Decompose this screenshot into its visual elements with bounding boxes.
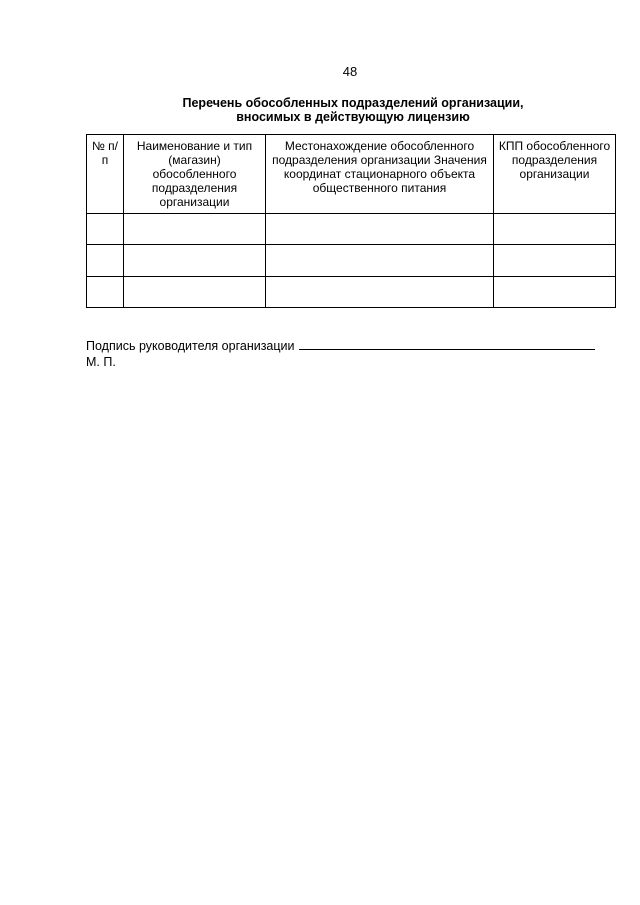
table-cell <box>266 214 494 245</box>
table-cell <box>266 277 494 308</box>
table-cell <box>87 277 124 308</box>
table-cell <box>87 245 124 277</box>
table-cell <box>266 245 494 277</box>
table-cell <box>494 245 616 277</box>
signature-line <box>86 339 595 353</box>
document-title-line-1: Перечень обособленных подразделений организации, <box>182 96 524 110</box>
table-cell <box>494 214 616 245</box>
table-row <box>87 214 616 245</box>
table-cell <box>124 214 266 245</box>
header-location: Местонахождение обособленного подразделения организации Значения координат стационарного объекта общественного питания <box>266 135 494 214</box>
table-cell <box>124 277 266 308</box>
subdivisions-table <box>86 134 616 308</box>
header-kpp: КПП обособленного подразделения организации <box>494 135 616 214</box>
table-cell <box>87 214 124 245</box>
header-number: № п/п <box>87 135 124 214</box>
stamp-label: М. П. <box>86 355 116 369</box>
table-row <box>87 277 616 308</box>
table-header-row <box>87 135 616 214</box>
document-title <box>0 96 640 124</box>
table-cell <box>124 245 266 277</box>
page-number: 48 <box>342 64 358 79</box>
header-name-type: Наименование и тип (магазин) обособленного подразделения организации <box>124 135 266 214</box>
table-cell <box>494 277 616 308</box>
signature-label: Подпись руководителя организации <box>86 339 295 353</box>
document-title-line-2: вносимых в действующую лицензию <box>236 110 470 124</box>
table-row <box>87 245 616 277</box>
signature-blank <box>299 339 595 350</box>
